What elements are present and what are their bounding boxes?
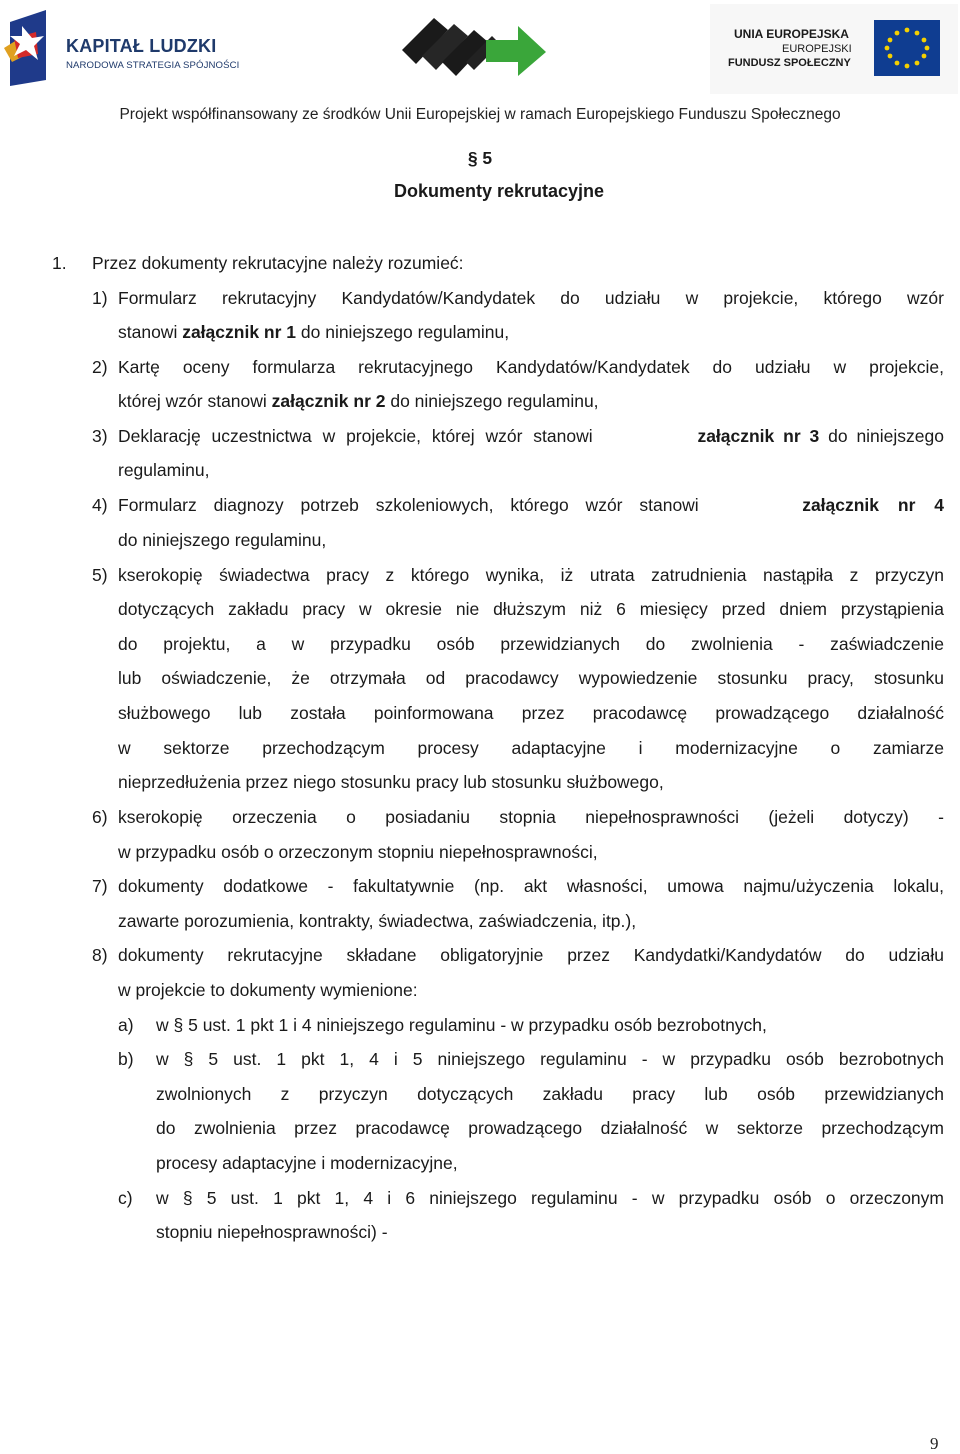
text: do niniejszego regulaminu, bbox=[385, 391, 599, 411]
item-2-line-1: Kartę oceny formularza rekrutacyjnego Kandydatów/Kandydatek do udziału w projekcie, bbox=[118, 357, 944, 377]
eu-fund-line1: EUROPEJSKI bbox=[782, 43, 852, 55]
item-6-line-2: w przypadku osób o orzeczonym stopniu niepełnosprawności, bbox=[118, 842, 598, 862]
item-7-line-2: zawarte porozumienia, kontrakty, świadectwa, zaświadczenia, itp.), bbox=[118, 911, 637, 931]
text: Deklarację uczestnictwa w projekcie, której wzór stanowi bbox=[118, 426, 593, 446]
item-number: 4) bbox=[92, 495, 108, 515]
item-3-line-2: regulaminu, bbox=[118, 460, 210, 480]
item-number: 5) bbox=[92, 565, 108, 585]
item-8-line-1: dokumenty rekrutacyjne składane obligatoryjnie przez Kandydatki/Kandydatów do udziału bbox=[118, 945, 944, 965]
kapital-ludzki-emblem-icon bbox=[2, 8, 62, 86]
item-2-line-2 bbox=[118, 390, 599, 412]
eu-flag-icon bbox=[874, 20, 940, 76]
item-1-line-2 bbox=[118, 321, 509, 343]
subitem-a-line-1: w § 5 ust. 1 pkt 1 i 4 niniejszego regulaminu - w przypadku osób bezrobotnych, bbox=[156, 1015, 767, 1035]
item-7-line-1: dokumenty dodatkowe - fakultatywnie (np. akt własności, umowa najmu/użyczenia lokalu, bbox=[118, 876, 944, 896]
item-5-line-6: w sektorze przechodzącym procesy adaptacyjne i modernizacyjne o zamiarze bbox=[118, 738, 944, 758]
text: której wzór stanowi bbox=[118, 391, 272, 411]
kapital-ludzki-subtitle: NARODOWA STRATEGIA SPÓJNOŚCI bbox=[66, 60, 240, 71]
eu-title: UNIA EUROPEJSKA bbox=[734, 27, 849, 41]
item-number: 7) bbox=[92, 876, 108, 896]
section-number: § 5 bbox=[467, 148, 493, 168]
item-4-line-2: do niniejszego regulaminu, bbox=[118, 530, 327, 550]
item-1-line-1: Formularz rekrutacyjny Kandydatów/Kandydatek do udziału w projekcie, którego wzór bbox=[118, 288, 944, 308]
item-number: 2) bbox=[92, 357, 108, 377]
item-8-line-2: w projekcie to dokumenty wymienione: bbox=[118, 980, 418, 1000]
item-5-line-2: dotyczących zakładu pracy w okresie nie dłuższym niż 6 miesięcy przed dniem przystąpienia bbox=[118, 599, 944, 619]
item-3-line-1 bbox=[118, 425, 944, 447]
item-number: 3) bbox=[92, 426, 108, 446]
subitem-letter: c) bbox=[118, 1188, 133, 1208]
text: stanowi bbox=[118, 322, 183, 342]
item-5-line-7: nieprzedłużenia przez niego stosunku pracy lub stosunku służbowego, bbox=[118, 772, 664, 792]
subitem-b-line-3: do zwolnienia przez pracodawcę prowadzącego działalność w sektorze przechodzącym bbox=[156, 1118, 944, 1138]
text: do niniejszego bbox=[819, 426, 944, 446]
intro-text: Przez dokumenty rekrutacyjne należy rozumieć: bbox=[92, 253, 464, 273]
eu-social-fund-logo bbox=[710, 4, 958, 94]
item-4-line-1 bbox=[118, 494, 944, 516]
subitem-c-line-2: stopniu niepełnosprawności) - bbox=[156, 1222, 388, 1242]
item-number: 8) bbox=[92, 945, 108, 965]
subitem-b-line-1: w § 5 ust. 1 pkt 1, 4 i 5 niniejszego regulaminu - w przypadku osób bezrobotnych bbox=[156, 1049, 944, 1069]
item-5-line-3: do projektu, a w przypadku osób przewidzianych do zwolnienia - zaświadczenie bbox=[118, 634, 944, 654]
kapital-ludzki-logo bbox=[2, 8, 240, 86]
attachment-ref: załącznik nr 2 bbox=[271, 391, 386, 411]
kapital-ludzki-title: KAPITAŁ LUDZKI bbox=[66, 36, 217, 56]
eu-fund-line2: FUNDUSZ SPOŁECZNY bbox=[728, 57, 851, 69]
item-number: 1) bbox=[92, 288, 108, 308]
subitem-letter: b) bbox=[118, 1049, 134, 1069]
attachment-ref: załącznik nr 1 bbox=[182, 322, 297, 342]
point-number: 1. bbox=[52, 253, 67, 273]
item-5-line-1: kserokopię świadectwa pracy z którego wynika, iż utrata zatrudnienia nastąpiła z przyczyn bbox=[118, 565, 944, 585]
subitem-c-line-1: w § 5 ust. 1 pkt 1, 4 i 6 niniejszego regulaminu - w przypadku osób o orzeczonym bbox=[156, 1188, 944, 1208]
attachment-ref: załącznik nr 3 bbox=[697, 426, 820, 446]
section-title: Dokumenty rekrutacyjne bbox=[393, 181, 605, 201]
green-arrow-icon bbox=[400, 10, 548, 80]
subitem-b-line-4: procesy adaptacyjne i modernizacyjne, bbox=[156, 1153, 458, 1173]
text: Formularz diagnozy potrzeb szkoleniowych, którego wzór stanowi bbox=[118, 495, 699, 515]
item-5-line-4: lub oświadczenie, że otrzymała od pracodawcy wypowiedzenie stosunku pracy, stosunku bbox=[118, 668, 944, 688]
fabric-arrow-logo bbox=[400, 10, 548, 80]
cofinance-note: Projekt współfinansowany ze środków Unii Europejskiej w ramach Europejskiego Funduszu Społecznego bbox=[119, 106, 841, 123]
item-number: 6) bbox=[92, 807, 108, 827]
attachment-ref: załącznik nr 4 bbox=[802, 495, 944, 515]
subitem-letter: a) bbox=[118, 1015, 134, 1035]
text: do niniejszego regulaminu, bbox=[296, 322, 510, 342]
page-number: 9 bbox=[930, 1434, 939, 1453]
item-6-line-1: kserokopię orzeczenia o posiadaniu stopnia niepełnosprawności (jeżeli dotyczy) - bbox=[118, 807, 944, 827]
item-5-line-5: służbowego lub została poinformowana przez pracodawcę prowadzącego działalność bbox=[118, 703, 944, 723]
subitem-b-line-2: zwolnionych z przyczyn dotyczących zakładu pracy lub osób przewidzianych bbox=[156, 1084, 944, 1104]
